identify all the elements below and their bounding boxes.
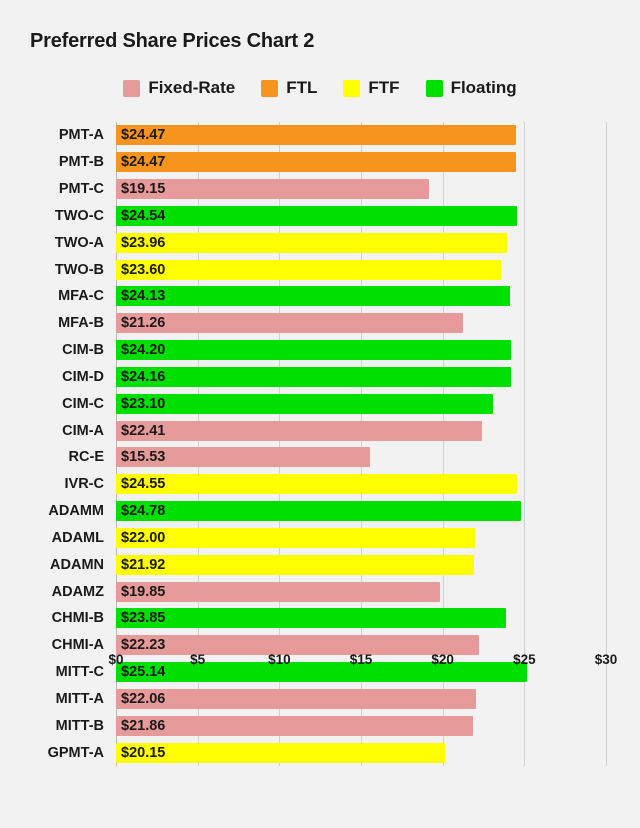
plot-wrapper	[0, 122, 640, 828]
category-label: CIM-B	[62, 342, 104, 359]
bar-value-label: $23.60	[121, 261, 166, 278]
category-label: PMT-C	[58, 181, 104, 198]
bar-value-label: $25.14	[121, 664, 166, 681]
bar-value-label: $15.53	[121, 449, 166, 466]
legend-label: FTL	[286, 78, 318, 97]
bar-value-label: $21.86	[121, 717, 166, 734]
x-axis-tick-label: $20	[431, 652, 454, 667]
legend-swatch-icon	[261, 80, 278, 97]
legend-label: Fixed-Rate	[148, 78, 236, 97]
bar-value-label: $23.10	[121, 395, 166, 412]
bar-value-label: $19.85	[121, 583, 166, 600]
category-label: MFA-C	[58, 288, 104, 305]
category-label: MFA-B	[58, 315, 104, 332]
bar	[116, 555, 474, 575]
bar-value-label: $24.55	[121, 476, 166, 493]
category-label: TWO-C	[54, 207, 104, 224]
bar	[116, 260, 501, 280]
bar	[116, 152, 516, 172]
bar-value-label: $22.00	[121, 529, 166, 546]
category-label: IVR-C	[64, 476, 104, 493]
x-axis-tick-label: $5	[190, 652, 206, 667]
legend-label: FTF	[368, 78, 400, 97]
category-label: GPMT-A	[47, 744, 104, 761]
category-label: TWO-B	[54, 261, 104, 278]
category-label: PMT-A	[58, 127, 104, 144]
bar-value-label: $22.06	[121, 690, 166, 707]
bar	[116, 367, 511, 387]
bar-value-label: $23.96	[121, 234, 166, 251]
x-axis-tick-label: $30	[594, 652, 618, 667]
bar	[116, 689, 476, 709]
bar-value-label: $24.47	[121, 127, 166, 144]
bar-value-label: $19.15	[121, 181, 166, 198]
bar-value-label: $24.47	[121, 154, 166, 171]
category-label: RC-E	[68, 449, 104, 466]
legend-item[interactable]	[426, 78, 517, 98]
bar-value-label: $24.54	[121, 207, 166, 224]
legend-swatch-icon	[426, 80, 443, 97]
bar	[116, 206, 517, 226]
x-axis-tick-label: $0	[108, 652, 124, 667]
legend-swatch-icon	[343, 80, 360, 97]
x-axis-tick-label: $10	[268, 652, 291, 667]
category-label: MITT-A	[55, 690, 104, 707]
category-label: PMT-B	[58, 154, 104, 171]
category-label: CIM-A	[62, 422, 104, 439]
bar	[116, 286, 510, 306]
bar	[116, 340, 511, 360]
category-label: TWO-A	[54, 234, 104, 251]
bar	[116, 608, 506, 628]
category-label: CHMI-B	[51, 610, 104, 627]
bar	[116, 474, 517, 494]
x-axis-tick-label: $25	[513, 652, 536, 667]
bar	[116, 716, 473, 736]
category-label: MITT-C	[55, 664, 104, 681]
legend-item[interactable]	[261, 78, 317, 98]
chart-legend	[0, 78, 640, 98]
bar	[116, 394, 493, 414]
chart-title: Preferred Share Prices Chart 2	[30, 30, 315, 52]
bar-value-label: $21.92	[121, 556, 166, 573]
category-label: ADAML	[51, 529, 104, 546]
category-label: ADAMM	[48, 503, 104, 520]
category-label: ADAMZ	[51, 583, 104, 600]
gridline	[606, 122, 607, 766]
bar-value-label: $21.26	[121, 315, 166, 332]
category-label: CHMI-A	[51, 637, 104, 654]
bar-value-label: $24.16	[121, 368, 166, 385]
category-label: CIM-C	[62, 395, 104, 412]
bar-value-label: $24.20	[121, 342, 166, 359]
bar-value-label: $22.23	[121, 637, 166, 654]
x-axis-tick-label: $15	[349, 652, 373, 667]
category-axis-labels	[0, 122, 110, 766]
category-label: MITT-B	[55, 717, 104, 734]
bar	[116, 421, 482, 441]
category-label: ADAMN	[50, 556, 104, 573]
bar	[116, 501, 521, 521]
bar	[116, 528, 475, 548]
bar	[116, 743, 445, 763]
bar-value-label: $22.41	[121, 422, 166, 439]
legend-label: Floating	[450, 78, 517, 97]
legend-item[interactable]	[123, 78, 235, 98]
bar	[116, 233, 507, 253]
legend-swatch-icon	[123, 80, 140, 97]
bar-value-label: $20.15	[121, 744, 166, 761]
x-axis-ticks	[108, 644, 618, 684]
bar-value-label: $24.78	[121, 503, 166, 520]
legend-item[interactable]	[343, 78, 399, 98]
category-label: CIM-D	[62, 368, 104, 385]
bar	[116, 125, 516, 145]
bar-value-label: $24.13	[121, 288, 166, 305]
bar-value-label: $23.85	[121, 610, 166, 627]
bar	[116, 313, 463, 333]
